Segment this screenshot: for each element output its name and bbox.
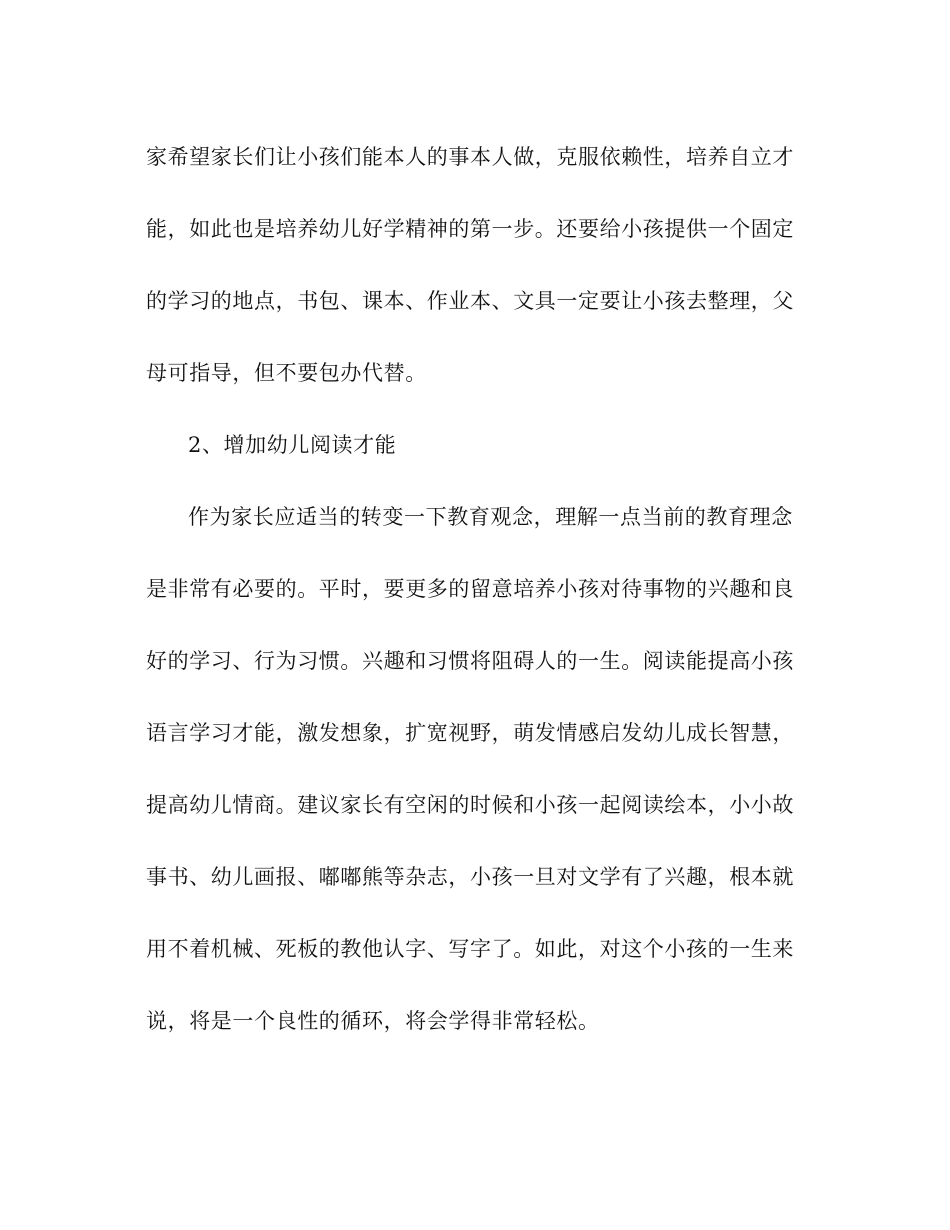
paragraph-1-line-3: 的学习的地点，书包、课本、作业本、文具一定要让小孩去整理，父 [146, 289, 794, 313]
paragraph-3-line-5: 提高幼儿情商。建议家长有空闲的时候和小孩一起阅读绘本，小小故 [146, 793, 794, 817]
paragraph-1-line-2: 能，如此也是培养幼儿好学精神的第一步。还要给小孩提供一个固定 [146, 217, 794, 241]
paragraph-1-line-1: 家希望家长们让小孩们能本人的事本人做，克服依赖性，培养自立才 [146, 145, 794, 169]
paragraph-3-line-8: 说，将是一个良性的循环，将会学得非常轻松。 [146, 1009, 600, 1033]
paragraph-3-line-2: 是非常有必要的。平时，要更多的留意培养小孩对待事物的兴趣和良 [146, 577, 794, 601]
section-heading: 2、增加幼儿阅读才能 [188, 433, 397, 457]
paragraph-3-line-4: 语言学习才能，激发想象，扩宽视野，萌发情感启发幼儿成长智慧， [146, 721, 794, 745]
paragraph-3-line-6: 事书、幼儿画报、嘟嘟熊等杂志，小孩一旦对文学有了兴趣，根本就 [146, 865, 794, 889]
paragraph-3-line-3: 好的学习、行为习惯。兴趣和习惯将阻碍人的一生。阅读能提高小孩 [146, 649, 794, 673]
paragraph-3-line-1: 作为家长应适当的转变一下教育观念，理解一点当前的教育理念 [188, 505, 793, 529]
paragraph-3-line-7: 用不着机械、死板的教他认字、写字了。如此，对这个小孩的一生来 [146, 937, 794, 961]
paragraph-1-line-4: 母可指导，但不要包办代替。 [146, 361, 427, 385]
